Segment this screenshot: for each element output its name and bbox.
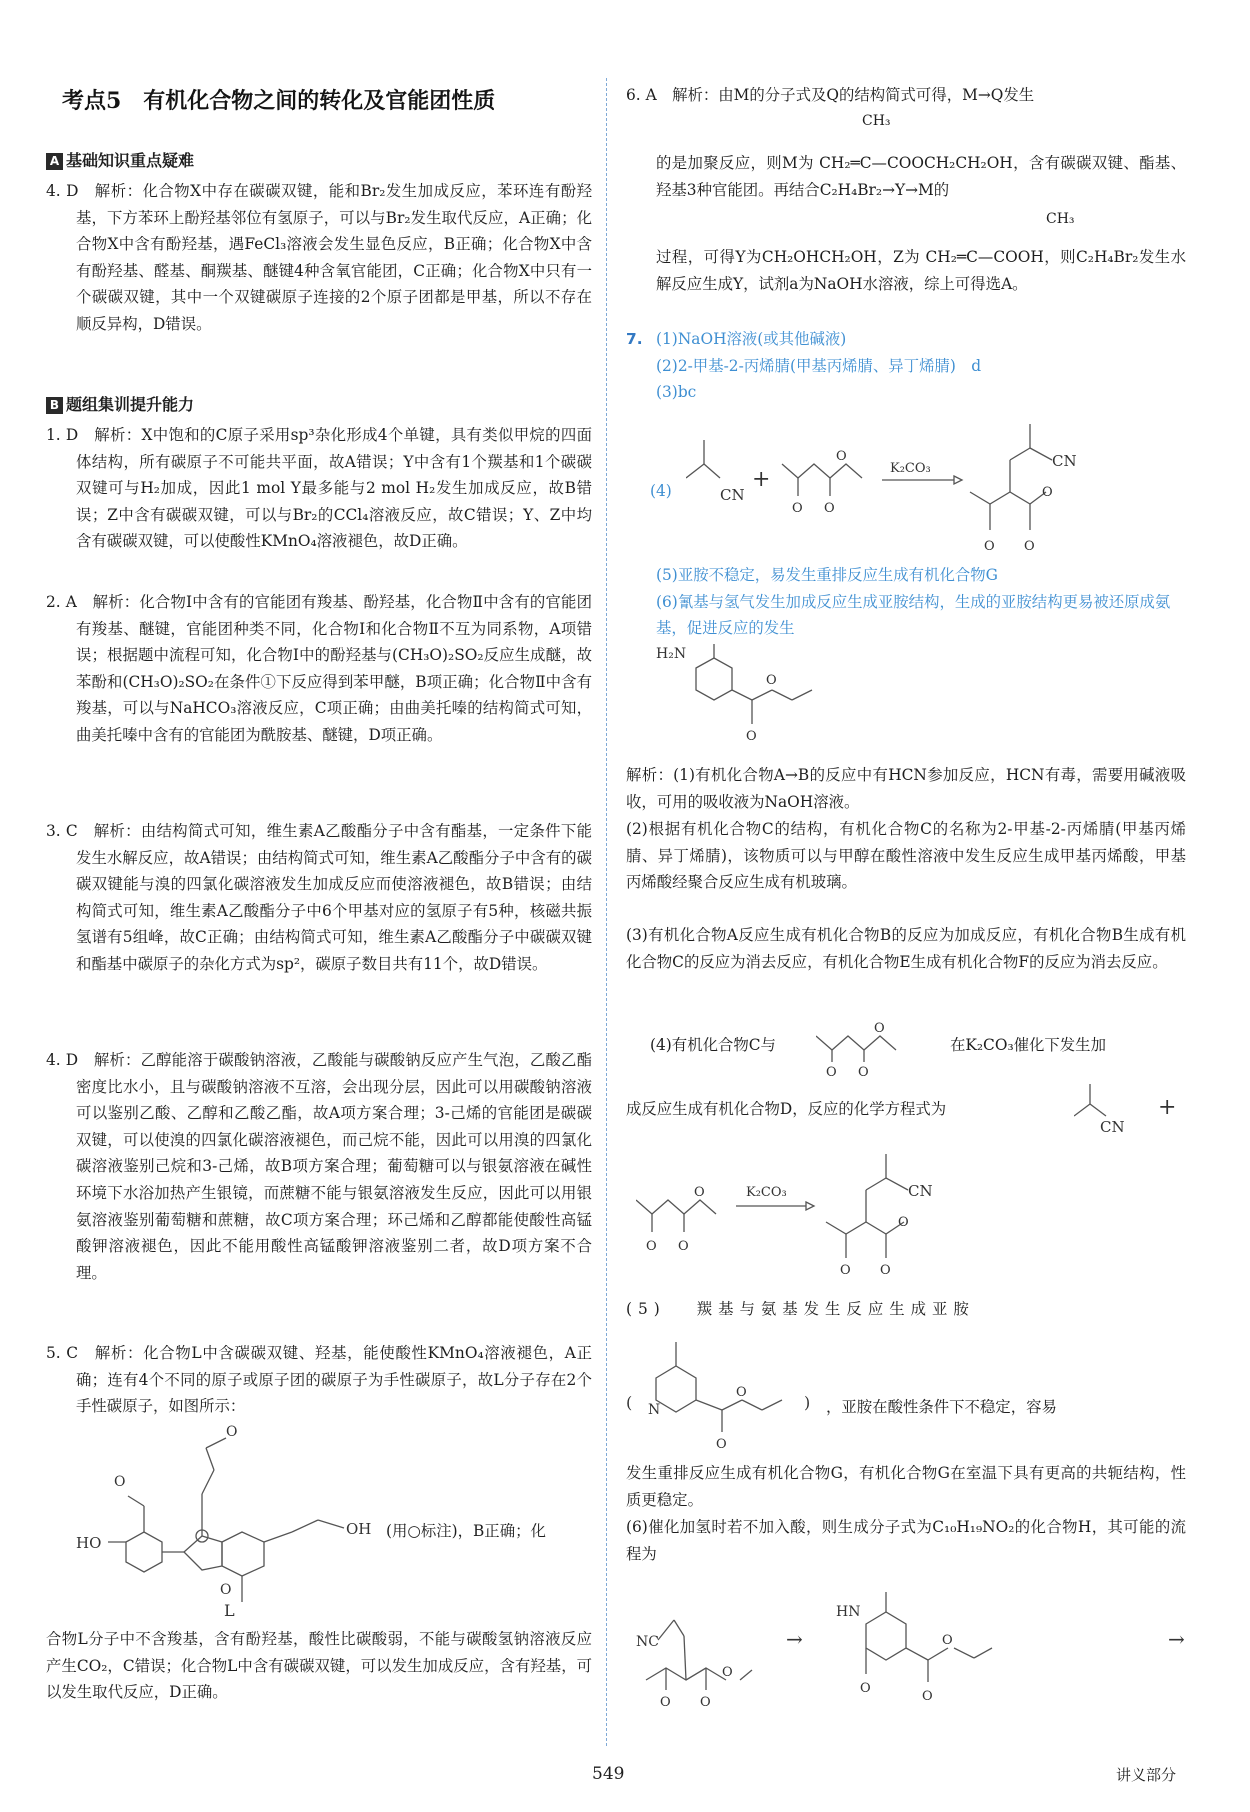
- explanation-4-b: 在K₂CO₃催化下发生加: [950, 1036, 1106, 1054]
- answer-6-line2: 的是加聚反应，则M为 CH₂═C—COOCH₂CH₂OH，含有碳碳双键、酯基、羟基3种官能团。再结合C₂H₄Br₂→Y→M的: [656, 154, 1186, 199]
- explanation-6: (6)催化加氢时若不加入酸，则生成分子式为C₁₀H₁₉NO₂的化合物H，其可能的流程为: [626, 1518, 1186, 1563]
- svg-text:CN: CN: [1052, 452, 1077, 470]
- compound-l-label: L: [224, 1601, 235, 1618]
- o-label-methoxy: O: [114, 1474, 126, 1490]
- svg-text:O: O: [922, 1689, 933, 1704]
- answer-7-key: 7. (1)NaOH溶液(或其他碱液) (2)2-甲基-2-丙烯腈(甲基丙烯腈、异丁烯腈) d (3)bc: [626, 330, 982, 402]
- answer-6-line3: 过程，可得Y为CH₂OHCH₂OH，Z为 CH₂═C—COOH，则C₂H₄Br₂发生水解反应生成Y，试剂a为NaOH水溶液，综上可得选A。: [656, 248, 1186, 293]
- answer-b-2: 2. A 解析：化合物Ⅰ中含有的官能团有羧基、酚羟基，化合物Ⅱ中含有的官能团有羧基、醚键，官能团种类不同，化合物Ⅰ和化合物Ⅱ不互为同系物，A项错误；根据题中流程可知，化合物Ⅰ中的酚羟基与(CH₃O)₂SO₂反应生成醚，故苯酚和(CH₃O)₂SO₂在条件①下反应得到苯甲醚，B项正确；化合物Ⅱ中含有羧基，可以与NaHCO₃溶液反应，C项正确；由曲美托嗪的结构简式可知，曲美托嗪中含有的官能团为酰胺基、醚键，D项正确。: [46, 593, 592, 744]
- answer-7-key-cont: (5)亚胺不稳定，易发生重排反应生成有机化合物G (6)氰基与氢气发生加成反应生成亚胺结构，生成的亚胺结构更易被还原成氨基，促进反应的发生: [656, 566, 1171, 638]
- answer-b-1: 1. D 解析：X中饱和的C原子采用sp³杂化形成4个单键，具有类似甲烷的四面体结构，所有碳原子不可能共平面，故A错误；Y中含有1个羰基和1个碳碳双键可与H₂加成，因此1 mol Y最多能与2 mol H₂发生加成反应，故B错误；Z中含有碳碳双键，可以与Br₂的CCl₄溶液反应，故C错误；Y、Z中均含有碳碳双键，可以使酸性KMnO₄溶液褪色，故D正确。: [46, 426, 592, 551]
- o-label-acetyl: O: [226, 1424, 238, 1440]
- column-divider: [606, 78, 607, 1746]
- svg-text:+: +: [752, 467, 771, 492]
- svg-text:): ): [804, 1393, 811, 1412]
- answer-a-4: 4. D 解析：化合物X中存在碳碳双键，能和Br₂发生加成反应，苯环连有酚羟基，下方苯环上酚羟基邻位有氢原子，可以与Br₂发生取代反应，A正确；化合物X中含有酚羟基，遇FeCl₃溶液会发生显色反应，B正确；化合物X中含有酚羟基、醛基、酮羰基、醚键4种含氧官能团，C正确；化合物X中只有一个碳碳双键，其中一个双键碳原子连接的2个原子团都是甲基，所以不存在顺反异构，D错误。: [46, 182, 592, 333]
- svg-text:O: O: [766, 673, 777, 688]
- svg-text:O: O: [840, 1263, 851, 1278]
- svg-text:O: O: [746, 729, 757, 744]
- svg-text:O: O: [880, 1263, 891, 1278]
- answer-b-5: 5. C 解析：化合物L中含碳碳双键、羟基，能使酸性KMnO₄溶液褪色，A正确；连有4个不同的原子或原子团的碳原子为手性碳原子，故L分子存在2个手性碳原子，如图所示：: [46, 1344, 592, 1416]
- answer-6-line1: 6. A 解析：由M的分子式及Q的结构简式可得，M→Q发生: [626, 86, 1035, 104]
- explanation-3: (3)有机化合物A反应生成有机化合物B的反应为加成反应，有机化合物B生成有机化合物C的反应为消去反应，有机化合物E生成有机化合物F的反应为消去反应。: [626, 926, 1186, 971]
- q5-mark-note: (用○标注)，B正确；化: [386, 1522, 546, 1540]
- svg-text:K₂CO₃: K₂CO₃: [746, 1185, 787, 1200]
- svg-text:O: O: [700, 1695, 711, 1710]
- svg-text:O: O: [898, 1215, 909, 1230]
- footer-label: 讲义部分: [1116, 1766, 1177, 1784]
- explanation-5: (5) 羰基与氨基发生反应生成亚胺: [626, 1300, 975, 1318]
- q6-ch3-label: CH₃: [862, 113, 891, 129]
- svg-text:→: →: [786, 1627, 803, 1651]
- acetoacetate-structure: [816, 1006, 946, 1080]
- o-label-ring: O: [220, 1582, 232, 1598]
- svg-text:O: O: [942, 1633, 953, 1648]
- svg-text:O: O: [678, 1239, 689, 1254]
- svg-text:O: O: [826, 1065, 837, 1080]
- svg-text:O: O: [792, 501, 803, 516]
- answer-b-4: 4. D 解析：乙醇能溶于碳酸钠溶液，乙酸能与碳酸钠反应产生气泡，乙酸乙酯密度比水小，且与碳酸钠溶液不互溶，会出现分层，因此可以用碳酸钠溶液可以鉴别乙酸、乙醇和乙酸乙酯，故A项方案合理；3-己烯的官能团是碳碳双键，可以使溴的四氯化碳溶液褪色，而己烷不能，因此可以用溴的四氯化碳溶液鉴别己烷和3-己烯，故B项方案合理；葡萄糖可以与银氨溶液在碱性环境下水浴加热产生银镜，而蔗糖不能与银氨溶液发生反应，因此可以用银氨溶液鉴别葡萄糖和蔗糖，故C项方案合理；环己烯和乙醇都能使酸性高锰酸钾溶液褪色，因此不能用酸性高锰酸钾溶液鉴别二者，故D项方案不合理。: [46, 1051, 592, 1282]
- svg-text:+: +: [1158, 1095, 1177, 1120]
- q7-4-reaction: [686, 420, 1146, 570]
- ho-label: HO: [76, 1534, 102, 1552]
- q7-4-equation: [636, 1140, 1156, 1278]
- page-number: 549: [592, 1764, 625, 1784]
- page-title: 考点5 有机化合物之间的转化及官能团性质: [62, 88, 496, 114]
- q7-4-label: (4): [650, 482, 672, 500]
- oh-label: OH: [346, 1520, 372, 1538]
- methacrylonitrile-structure: [1074, 1076, 1186, 1136]
- svg-text:O: O: [836, 449, 847, 464]
- svg-text:CN: CN: [1100, 1118, 1125, 1136]
- section-a-heading: A 基础知识重点疑难: [46, 148, 194, 175]
- svg-text:→: →: [1168, 1627, 1185, 1651]
- explanation-5-b: ，亚胺在酸性条件下不稳定，容易: [826, 1398, 1057, 1416]
- svg-text:O: O: [1042, 485, 1053, 500]
- svg-text:K₂CO₃: K₂CO₃: [890, 461, 931, 476]
- svg-text:O: O: [858, 1065, 869, 1080]
- svg-text:N: N: [648, 1402, 661, 1418]
- imine-structure: [626, 1326, 826, 1450]
- svg-text:O: O: [860, 1681, 871, 1696]
- svg-text:CN: CN: [720, 486, 745, 504]
- svg-text:O: O: [874, 1021, 885, 1036]
- q7-6-flow: [636, 1584, 1196, 1714]
- svg-text:O: O: [660, 1695, 671, 1710]
- svg-text:O: O: [646, 1239, 657, 1254]
- svg-text:CN: CN: [908, 1182, 933, 1200]
- q6-ch3-label-2: CH₃: [1046, 211, 1075, 227]
- answer-b-3: 3. C 解析：由结构简式可知，维生素A乙酸酯分子中含有酯基，一定条件下能发生水解反应，故A错误；由结构简式可知，维生素A乙酸酯分子中含有的碳碳双键能与溴的四氯化碳溶液发生加成反应而使溶液褪色，故B错误；由结构简式可知，维生素A乙酸酯分子中6个甲基对应的氢原子有5种，核磁共振氢谱有5组峰，故C正确；由结构简式可知，维生素A乙酸酯分子中碳碳双键和酯基中碳原子的杂化方式为sp²，碳原子数目共有11个，故D错误。: [46, 822, 592, 973]
- explanation-1: 解析：(1)有机化合物A→B的反应中有HCN参加反应，HCN有毒，需要用碱液吸收，可用的吸收液为NaOH溶液。: [626, 766, 1186, 811]
- svg-text:O: O: [824, 501, 835, 516]
- q7-6-structure: [656, 640, 876, 750]
- svg-text:O: O: [984, 539, 995, 554]
- svg-text:NC: NC: [636, 1634, 659, 1650]
- svg-text:HN: HN: [836, 1604, 861, 1620]
- explanation-2: (2)根据有机化合物C的结构，有机化合物C的名称为2-甲基-2-丙烯腈(甲基丙烯腈、异丁烯腈)，该物质可以与甲醇在酸性溶液中发生反应生成甲基丙烯酸，甲基丙烯酸经聚合反应生成有机玻璃。: [626, 820, 1186, 892]
- svg-text:O: O: [716, 1437, 727, 1450]
- svg-text:O: O: [1024, 539, 1035, 554]
- answer-b-5-cont: 合物L分子中不含羧基，含有酚羟基，酸性比碳酸弱，不能与碳酸氢钠溶液反应产生CO₂，C错误；化合物L中含有碳碳双键，可以发生加成反应，含有羟基，可以发生取代反应，D正确。: [46, 1630, 592, 1702]
- explanation-5-c: 发生重排反应生成有机化合物G，有机化合物G在室温下具有更高的共轭结构，性质更稳定。: [626, 1464, 1186, 1509]
- svg-text:(: (: [626, 1393, 633, 1412]
- explanation-4-c: 成反应生成有机化合物D，反应的化学方程式为: [626, 1100, 947, 1118]
- svg-text:O: O: [694, 1185, 705, 1200]
- svg-text:O: O: [736, 1385, 747, 1400]
- explanation-4-a: (4)有机化合物C与: [650, 1036, 776, 1054]
- section-b-heading: B 题组集训提升能力: [46, 392, 194, 419]
- svg-text:H₂N: H₂N: [656, 646, 687, 662]
- svg-text:O: O: [722, 1665, 733, 1680]
